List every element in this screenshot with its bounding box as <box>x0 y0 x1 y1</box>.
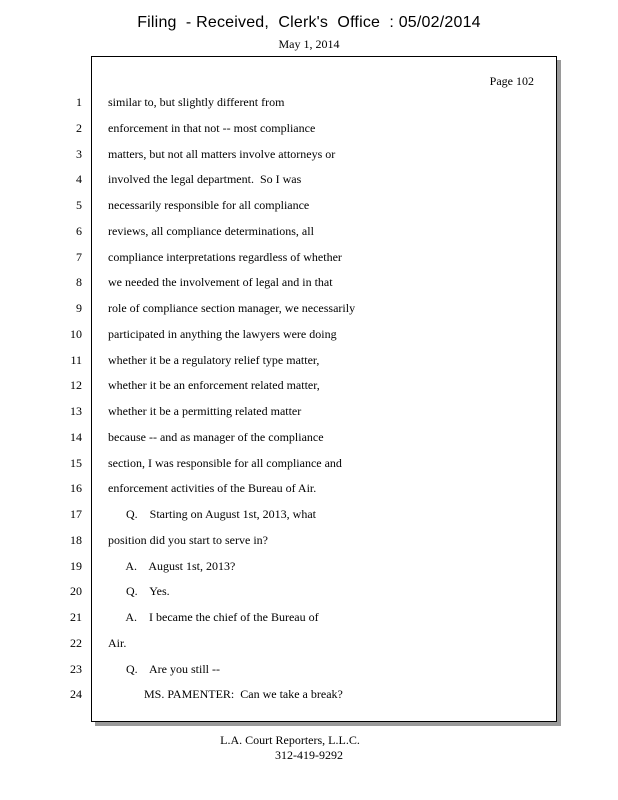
line-text: similar to, but slightly different from <box>108 95 285 109</box>
line-text: Q. Starting on August 1st, 2013, what <box>108 507 317 521</box>
line-text: whether it be a regulatory relief type matter, <box>108 352 320 367</box>
line-text: necessarily responsible for all compliance <box>108 198 310 212</box>
line-number: 18 <box>70 532 82 547</box>
line-text: MS. PAMENTER: Can we take a break? <box>108 687 343 702</box>
line-text: Air. <box>108 635 127 650</box>
court-reporter-name: L.A. Court Reporters, L.L.C. <box>220 733 360 747</box>
line-text: reviews, all compliance determinations, all <box>108 223 314 238</box>
line-text: involved the legal department. So I was <box>108 172 302 187</box>
line-number: 14 <box>70 429 82 444</box>
line-number: 21 <box>70 610 82 624</box>
line-number: 19 <box>70 558 82 573</box>
line-number: 16 <box>70 481 82 496</box>
line-number: 11 <box>70 352 82 367</box>
line-text: matters, but not all matters involve attorneys or <box>108 146 336 161</box>
line-text: compliance interpretations regardless of whether <box>108 249 342 264</box>
line-text: role of compliance section manager, we necessarily <box>108 301 356 315</box>
line-number: 17 <box>70 507 82 521</box>
header-date: May 1, 2014 <box>278 37 340 51</box>
line-number: 6 <box>76 223 82 238</box>
line-text: Q. Yes. <box>108 584 170 599</box>
line-number: 9 <box>76 301 82 315</box>
line-text: A. I became the chief of the Bureau of <box>108 610 319 624</box>
line-text: position did you start to serve in? <box>108 532 268 547</box>
line-number: 7 <box>76 249 82 264</box>
line-number: 4 <box>76 172 82 187</box>
line-number: 12 <box>70 378 82 393</box>
line-number: 22 <box>70 635 82 650</box>
line-text: whether it be a permitting related matter <box>108 404 302 418</box>
line-number: 3 <box>76 146 82 161</box>
line-text: Q. Are you still -- <box>108 661 220 676</box>
line-number: 8 <box>76 275 82 290</box>
line-text: participated in anything the lawyers were doing <box>108 326 337 341</box>
line-number: 20 <box>70 584 82 599</box>
line-text: whether it be an enforcement related matter, <box>108 378 320 393</box>
line-text: we needed the involvement of legal and in that <box>108 275 333 290</box>
line-number: 1 <box>76 95 82 109</box>
line-number: 10 <box>70 326 82 341</box>
line-text: section, I was responsible for all compliance and <box>108 455 342 470</box>
line-number: 2 <box>76 120 82 135</box>
line-text: enforcement activities of the Bureau of Air. <box>108 481 317 496</box>
line-text: because -- and as manager of the compliance <box>108 429 324 444</box>
court-reporter-phone: 312-419-9292 <box>275 748 343 762</box>
page-number: Page 102 <box>489 74 534 88</box>
filing-stamp: Filing - Received, Clerk's Office : 05/02/2014 <box>137 14 481 31</box>
line-text: A. August 1st, 2013? <box>108 558 236 573</box>
line-number: 13 <box>70 404 82 418</box>
line-number: 24 <box>70 687 82 702</box>
line-number: 15 <box>70 455 82 470</box>
line-text: enforcement in that not -- most compliance <box>108 120 316 135</box>
line-number: 23 <box>70 661 82 676</box>
line-number: 5 <box>76 198 82 212</box>
